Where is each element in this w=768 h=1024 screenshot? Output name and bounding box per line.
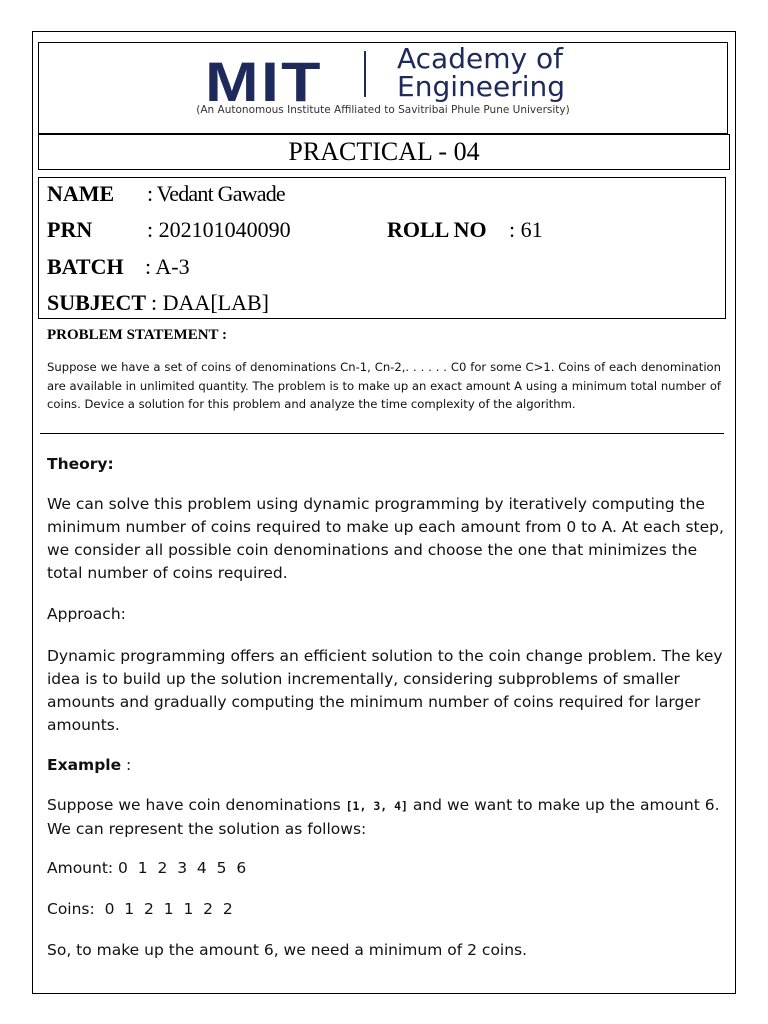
institute-header <box>38 42 728 134</box>
section-divider <box>40 433 724 434</box>
theory-heading: Theory: <box>47 455 114 473</box>
institute-logo <box>39 43 727 133</box>
problem-statement-heading: PROBLEM STATEMENT : <box>47 327 228 343</box>
problem-statement-text: Suppose we have a set of coins of denominations Cn-1, Cn-2,. . . . . . C0 for some C>1. Coins of each denomination are available in unlimited quantity. The problem is to make up an exact amount A using a minimum total number of coins. Device a solution for this problem and analyze the time complexity of the algorithm. <box>47 360 721 411</box>
subject-row <box>47 288 269 318</box>
roll-label: ROLL NO <box>387 217 487 242</box>
example-heading: Example <box>47 756 122 774</box>
example-amount-line: Amount: 0 1 2 3 4 5 6 <box>47 859 247 877</box>
subject-value: : DAA[LAB] <box>151 290 269 315</box>
logo-mit-text: MIT <box>205 50 323 113</box>
theory-paragraph: We can solve this problem using dynamic programming by iteratively computing the minimum number of coins required to make up each amount from 0 to A. At each step, we consider all possible coin denominations and choose the one that minimizes the total number of coins required. <box>47 495 724 582</box>
prn-label: PRN <box>47 217 93 242</box>
example-coins-line: Coins: 0 1 2 1 1 2 2 <box>47 900 233 918</box>
logo-divider <box>364 51 366 97</box>
institute-tagline: (An Autonomous Institute Affiliated to Savitribai Phule Pune University) <box>196 104 570 116</box>
approach-paragraph: Dynamic programming offers an efficient solution to the coin change problem. The key idea is to build up the solution incrementally, considering subproblems of smaller amounts and gradually computing the minimum number of coins required for larger amounts. <box>47 647 723 734</box>
example-intro-before: Suppose we have coin denominations <box>47 796 346 814</box>
example-intro-after: and we want to make up the amount 6. We can represent the solution as follows: <box>47 796 720 838</box>
batch-row <box>47 252 190 282</box>
subject-label: SUBJECT <box>47 290 147 315</box>
example-heading-suffix: : <box>121 756 132 774</box>
example-heading-line <box>47 754 727 777</box>
student-info-box <box>38 177 726 319</box>
batch-value: : A-3 <box>145 254 190 279</box>
prn-value: : 202101040090 <box>147 217 291 242</box>
approach-heading: Approach: <box>47 605 126 623</box>
logo-line-1: Academy of <box>397 42 563 75</box>
roll-value: : 61 <box>509 217 543 242</box>
logo-line-2: Engineering <box>397 70 565 103</box>
example-conclusion: So, to make up the amount 6, we need a minimum of 2 coins. <box>47 941 528 959</box>
name-value: : Vedant Gawade <box>147 181 285 206</box>
practical-title: PRACTICAL - 04 <box>38 134 730 170</box>
prn-row <box>47 215 543 245</box>
name-label: NAME <box>47 181 115 206</box>
name-row <box>47 179 285 209</box>
logo-academy-text <box>397 42 565 103</box>
example-intro <box>47 794 727 841</box>
batch-label: BATCH <box>47 254 124 279</box>
example-denominations: [1, 3, 4] <box>345 799 408 813</box>
